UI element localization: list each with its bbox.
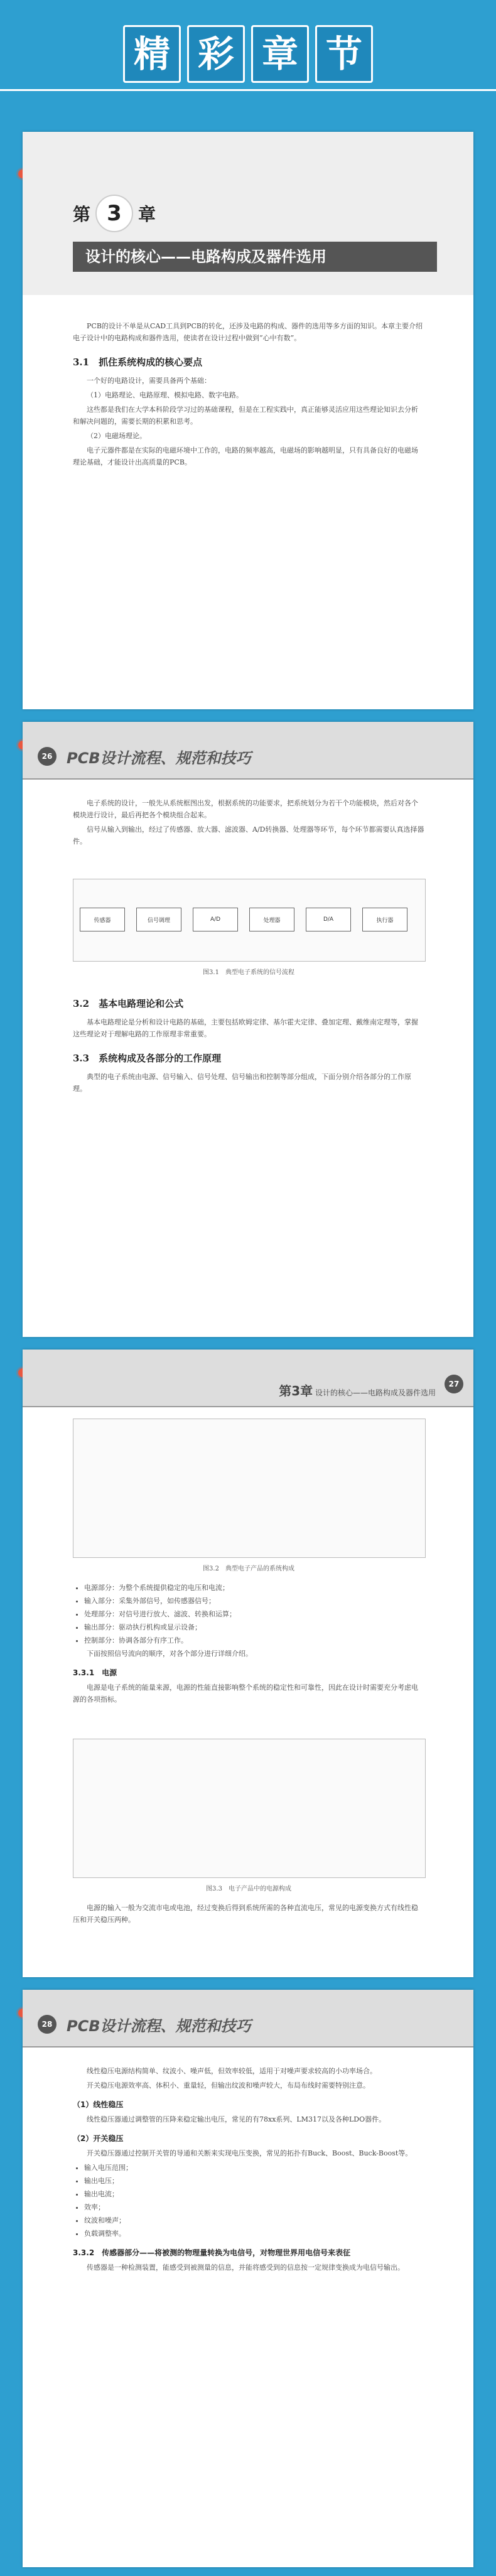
book-page-3 xyxy=(23,1350,473,1977)
list-item: • 效率； xyxy=(84,2201,424,2213)
chapter-header xyxy=(23,132,473,295)
banner xyxy=(0,0,496,107)
subheading: （1）线性稳压 xyxy=(73,2100,124,2109)
paragraph: 电源的输入一般为交流市电或电池，经过变换后得到系统所需的各种直流电压，常见的电源变换方式有线性稳压和开关稳压两种。 xyxy=(73,1904,418,1924)
paragraph: 基本电路理论是分析和设计电路的基础，主要包括欧姆定律、基尔霍夫定律、叠加定理、戴维南定理等，掌握这些理论对于理解电路的工作原理非常重要。 xyxy=(73,1018,418,1038)
chapter-num-circle: 3 xyxy=(95,195,133,232)
paragraph: 一个好的电路设计，需要具备两个基础： xyxy=(87,377,211,385)
paragraph: 传感器是一种检测装置，能感受到被测量的信息，并能将感受到的信息按一定规律变换成为电信号输出。 xyxy=(87,2263,404,2272)
page-number: 26 xyxy=(38,747,57,766)
system-diagram xyxy=(73,1419,426,1558)
list-item: • 控制部分：协调各部分有序工作。 xyxy=(84,1634,424,1646)
section-3-1-heading: 3.1 抓住系统构成的核心要点 xyxy=(73,357,203,368)
paragraph: 信号从输入到输出，经过了传感器、放大器、滤波器、A/D转换器、处理器等环节，每个环节都需要认真选择器件。 xyxy=(73,825,424,845)
paragraph: 这些都是我们在大学本科阶段学习过的基础课程，但是在工程实践中，真正能够灵活应用这些理论知识去分析和解决问题的，需要长期的积累和思考。 xyxy=(73,405,418,426)
paragraph: 下面按照信号流向的顺序，对各个部分进行详细介绍。 xyxy=(87,1650,252,1658)
page1-body xyxy=(73,320,424,471)
paragraph: 线性稳压电源结构简单、纹波小、噪声低，但效率较低，适用于对噪声要求较高的小功率场合。 xyxy=(87,2067,377,2075)
chapter-prefix: 第 xyxy=(73,204,91,225)
banner-title xyxy=(0,25,496,83)
chapter-suffix: 章 xyxy=(138,204,156,225)
paragraph: 电子元器件都是在实际的电磁环境中工作的，电路的频率越高，电磁场的影响越明显，只有具备良好的电磁场理论基础，才能设计出高质量的PCB。 xyxy=(73,446,418,466)
list-item: • 处理部分：对信号进行放大、滤波、转换和运算； xyxy=(84,1608,424,1620)
subheading: （2）开关稳压 xyxy=(73,2134,124,2143)
page2-body xyxy=(73,797,424,850)
component-list xyxy=(73,1582,424,1646)
header-title: PCB设计流程、规范和技巧 xyxy=(67,2017,251,2035)
figure-caption: 图3.3 电子产品中的电源构成 xyxy=(206,1886,291,1892)
fig-node: 执行器 xyxy=(362,908,407,931)
section-3-3-heading: 3.3 系统构成及各部分的工作原理 xyxy=(73,1053,222,1064)
book-page-2 xyxy=(23,722,473,1337)
list-item: • 输出部分：驱动执行机构或显示设备； xyxy=(84,1621,424,1633)
spec-list xyxy=(73,2162,424,2240)
banner-char: 彩 xyxy=(187,25,245,83)
intro-paragraph: PCB的设计不单是从CAD工具到PCB的转化，还涉及电路的构成、器件的选用等多方面的知识。本章主要介绍电子设计中的电路构成和器件选用，使读者在设计过程中做到“心中有数”。 xyxy=(73,322,423,342)
list-item: • 输出电流； xyxy=(84,2188,424,2200)
fig-node: 传感器 xyxy=(80,908,125,931)
page4-body xyxy=(73,2065,424,2276)
page-header xyxy=(23,1350,473,1407)
chapter-number xyxy=(73,195,156,232)
paragraph: 开关稳压电源效率高、体积小、重量轻，但输出纹波和噪声较大，布局布线时需要特别注意。 xyxy=(87,2081,370,2090)
page-number: 27 xyxy=(445,1375,463,1393)
page-header xyxy=(23,1990,473,2047)
list-item: • 输出电压； xyxy=(84,2175,424,2187)
banner-char: 章 xyxy=(251,25,309,83)
header-chapter xyxy=(279,1381,436,1399)
paragraph: 电源是电子系统的能量来源，电源的性能直接影响整个系统的稳定性和可靠性，因此在设计时需要充分考虑电源的各项指标。 xyxy=(73,1683,418,1704)
banner-char: 节 xyxy=(315,25,373,83)
section-3-2-heading: 3.2 基本电路理论和公式 xyxy=(73,998,184,1009)
paragraph: 典型的电子系统由电源、信号输入、信号处理、信号输出和控制等部分组成，下面分别介绍各部分的工作原理。 xyxy=(73,1073,411,1093)
figure-caption: 图3.2 典型电子产品的系统构成 xyxy=(203,1565,294,1572)
page2-body-lower xyxy=(73,985,424,1097)
list-item: • 输入部分：采集外部信号，如传感器信号； xyxy=(84,1595,424,1607)
paragraph: 电子系统的设计，一般先从系统框图出发，根据系统的功能要求，把系统划分为若干个功能模块，然后对各个模块进行设计，最后再把各个模块组合起来。 xyxy=(73,799,418,819)
list-item: • 输入电压范围； xyxy=(84,2162,424,2174)
banner-rule xyxy=(0,89,496,91)
book-page-1 xyxy=(23,132,473,709)
signal-flow-figure xyxy=(73,879,426,962)
chapter-title: 设计的核心——电路构成及器件选用 xyxy=(73,242,437,272)
page3-body-lower xyxy=(73,1902,424,1928)
list-item: • 纹波和噪声； xyxy=(84,2214,424,2226)
header-title: PCB设计流程、规范和技巧 xyxy=(67,749,251,767)
section-3-3-1-heading: 3.3.1 电源 xyxy=(73,1668,117,1677)
fig-node: 处理器 xyxy=(249,908,294,931)
section-3-3-2-heading: 3.3.2 传感器部分——将被测的物理量转换为电信号，对物理世界用电信号来表征 xyxy=(73,2248,351,2257)
figure-caption: 图3.1 典型电子系统的信号流程 xyxy=(203,969,294,976)
paragraph: 开关稳压器通过控制开关管的导通和关断来实现电压变换，常见的拓扑有Buck、Boost、Buck-Boost等。 xyxy=(87,2149,412,2157)
paragraph: 线性稳压器通过调整管的压降来稳定输出电压，常见的有78xx系列、LM317以及各种LDO器件。 xyxy=(87,2115,386,2123)
paragraph: （2）电磁场理论。 xyxy=(87,432,146,440)
header-chapter-num: 第3章 xyxy=(279,1383,313,1398)
page-number: 28 xyxy=(38,2015,57,2034)
fig-node: 信号调理 xyxy=(136,908,181,931)
power-supply-diagram xyxy=(73,1739,426,1878)
fig-node: A/D xyxy=(193,908,238,931)
paragraph: （1）电路理论、电路原理、模拟电路、数字电路。 xyxy=(87,391,243,399)
banner-char: 精 xyxy=(123,25,181,83)
list-item: • 电源部分：为整个系统提供稳定的电压和电流； xyxy=(84,1582,424,1594)
fig-node: D/A xyxy=(306,908,351,931)
header-chapter-title: 设计的核心——电路构成及器件选用 xyxy=(315,1388,436,1397)
list-item: • 负载调整率。 xyxy=(84,2228,424,2240)
book-page-4 xyxy=(23,1990,473,2567)
page-header xyxy=(23,722,473,780)
page3-body xyxy=(73,1582,424,1708)
